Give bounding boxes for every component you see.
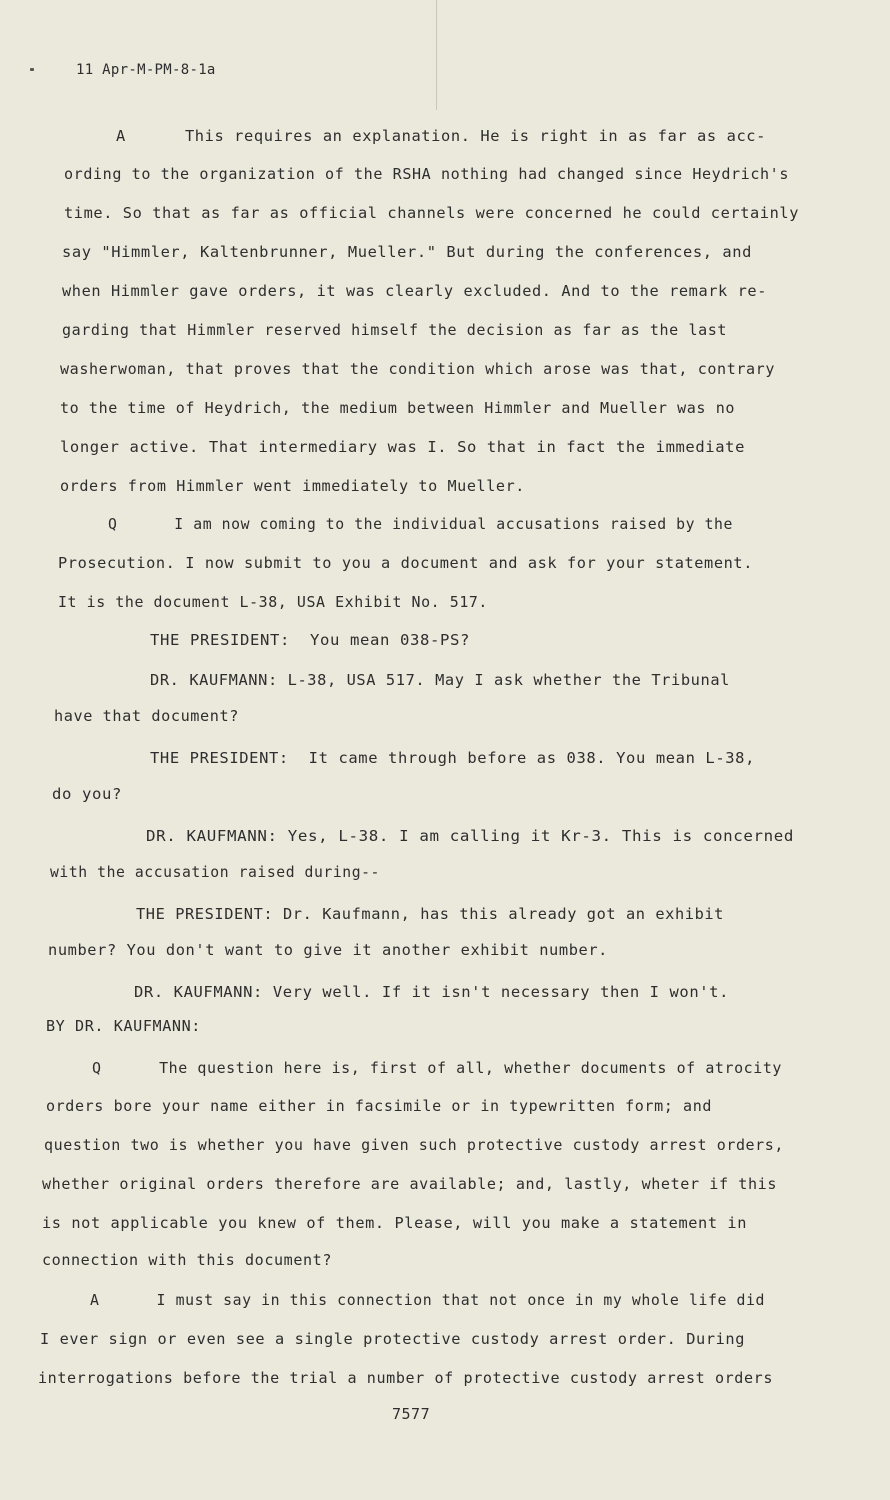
text-line: longer active. That intermediary was I. So that in fact the immediate [60, 438, 745, 456]
text-line: whether original orders therefore are available; and, lastly, wheter if this [42, 1175, 777, 1193]
text-line: I ever sign or even see a single protective custody arrest order. During [40, 1330, 745, 1348]
text-line: garding that Himmler reserved himself the decision as far as the last [62, 321, 727, 339]
text-line: DR. KAUFMANN: Very well. If it isn't necessary then I won't. [134, 983, 729, 1001]
text-line: orders from Himmler went immediately to Mueller. [60, 477, 525, 495]
text-line: THE PRESIDENT: You mean 038-PS? [150, 631, 470, 649]
text-line: to the time of Heydrich, the medium between Himmler and Mueller was no [60, 399, 735, 417]
text-line: THE PRESIDENT: Dr. Kaufmann, has this already got an exhibit [136, 905, 724, 923]
paper-fold-mark [436, 0, 437, 110]
text-line: Q The question here is, first of all, whether documents of atrocity [92, 1059, 782, 1077]
text-line: Prosecution. I now submit to you a document and ask for your statement. [58, 554, 753, 572]
margin-tick-mark [30, 68, 34, 71]
text-line: ording to the organization of the RSHA nothing had changed since Heydrich's [64, 165, 789, 183]
text-line: have that document? [54, 707, 239, 725]
text-line: when Himmler gave orders, it was clearly excluded. And to the remark re- [62, 282, 767, 300]
page-identifier: 11 Apr-M-PM-8-1a [76, 62, 216, 78]
text-line: time. So that as far as official channels were concerned he could certainly [64, 204, 799, 222]
text-line: connection with this document? [42, 1251, 332, 1269]
text-line: number? You don't want to give it another exhibit number. [48, 941, 608, 959]
text-line: A I must say in this connection that not once in my whole life did [90, 1291, 765, 1309]
text-line: A This requires an explanation. He is right in as far as acc- [116, 127, 766, 145]
text-line: do you? [52, 785, 122, 803]
text-line: washerwoman, that proves that the condition which arose was that, contrary [60, 360, 775, 378]
text-line: say "Himmler, Kaltenbrunner, Mueller." But during the conferences, and [62, 243, 752, 261]
text-line: orders bore your name either in facsimile or in typewritten form; and [46, 1097, 712, 1115]
text-line: with the accusation raised during-- [50, 863, 380, 881]
text-line: question two is whether you have given such protective custody arrest orders, [44, 1136, 784, 1154]
text-line: BY DR. KAUFMANN: [46, 1017, 201, 1035]
text-line: DR. KAUFMANN: L-38, USA 517. May I ask whether the Tribunal [150, 671, 730, 689]
page-number: 7577 [392, 1405, 431, 1423]
text-line: Q I am now coming to the individual accusations raised by the [108, 515, 733, 533]
text-line: interrogations before the trial a number of protective custody arrest orders [38, 1369, 773, 1387]
text-line: THE PRESIDENT: It came through before as 038. You mean L-38, [150, 749, 755, 767]
text-line: is not applicable you knew of them. Please, will you make a statement in [42, 1214, 747, 1232]
text-line: It is the document L-38, USA Exhibit No. 517. [58, 593, 488, 611]
text-line: DR. KAUFMANN: Yes, L-38. I am calling it Kr-3. This is concerned [146, 827, 794, 845]
